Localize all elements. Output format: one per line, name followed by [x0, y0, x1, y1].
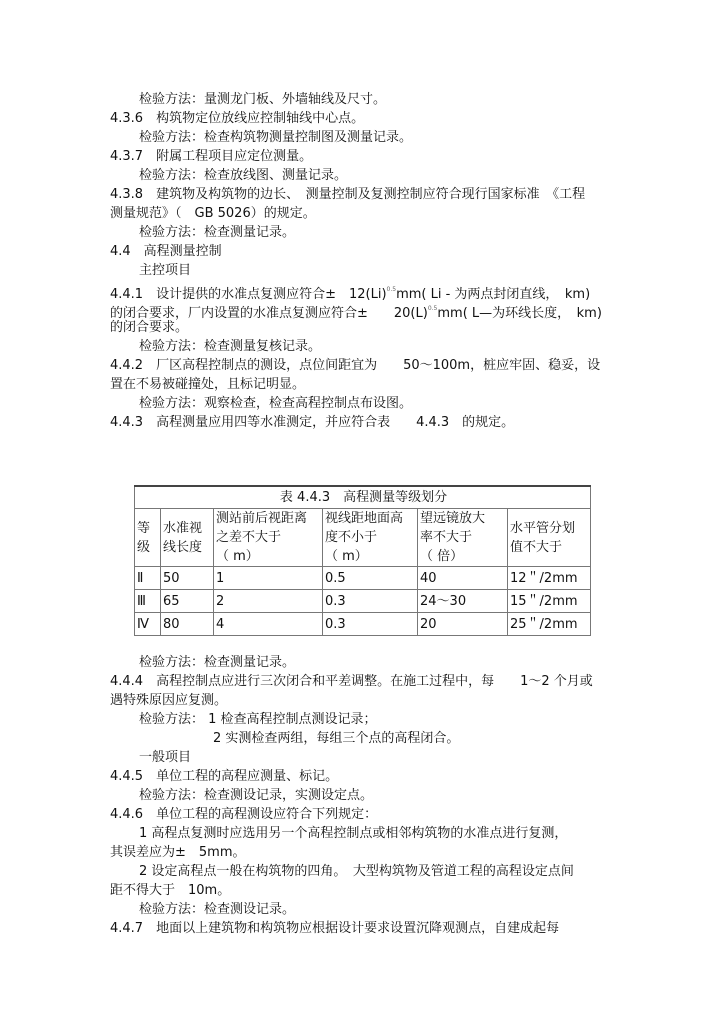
clause-4-4-5: 4.4.5 单位工程的高程应测量、标记。: [110, 769, 339, 784]
header-line: （ m）: [325, 549, 368, 564]
table-row: [135, 613, 591, 636]
clause-text: mm( L—为环线长度， km): [437, 306, 602, 321]
text-line: 测量规范》（ GB 5026）的规定。: [110, 206, 316, 221]
header-line: 测站前后视距离: [216, 511, 308, 526]
clause-4-4-2: 4.4.2 厂区高程控制点的测设，点位间距宜为 50～100m，桩应牢固、稳妥，设: [110, 358, 601, 373]
text-line: 2 实测检查两组，每组三个点的高程闭合。: [213, 731, 460, 746]
header-line: 水平管分划: [510, 520, 576, 536]
table-cell: 40: [418, 567, 508, 590]
header-cell: [323, 509, 418, 567]
table-cell: Ⅳ: [135, 613, 161, 636]
clause-4-3-8: 4.3.8 建筑物及构筑物的边长、 测量控制及复测控制应符合现行国家标准 《工程: [110, 187, 586, 202]
header-cell: [508, 509, 591, 567]
text-line: 检验方法：检查测量记录。: [139, 655, 296, 670]
table-cell: 80: [161, 613, 214, 636]
table-cell: Ⅱ: [135, 567, 161, 590]
exponent: 0.5: [427, 305, 438, 312]
clause-4-4-6: 4.4.6 单位工程的高程测设应符合下列规定：: [110, 807, 378, 822]
clause-4-3-6: 4.3.6 构筑物定位放线应控制轴线中心点。: [110, 111, 365, 126]
table-cell: 15＂/2mm: [508, 590, 591, 613]
text-line: 检验方法：检查测量记录。: [139, 225, 296, 240]
text-line: 检验方法：量测龙门板、外墙轴线及尺寸。: [139, 92, 387, 107]
table-cell: 1: [214, 567, 323, 590]
header-line: 级: [137, 539, 151, 555]
clause-text: 4.4.1 设计提供的水准点复测应符合± 12(Li): [110, 287, 387, 302]
header-line: 率不大于: [420, 530, 473, 545]
table-caption: 表 4.4.3 高程测量等级划分: [135, 486, 591, 509]
clause-text: 的闭合要求，厂内设置的水准点复测应符合± 20(L): [110, 306, 428, 321]
header-cell: [418, 509, 508, 567]
table-header-row: [135, 509, 591, 567]
clause-text: mm( Li - 为两点封闭直线， km): [396, 287, 591, 302]
table-cell: Ⅲ: [135, 590, 161, 613]
text-line: 置在不易被碰撞处，且标记明显。: [110, 377, 306, 392]
text-line: 检验方法：检查放线图、测量记录。: [139, 168, 348, 183]
text-line: 检验方法：检查测设记录。: [139, 902, 296, 917]
table-cell: 0.3: [323, 613, 418, 636]
table-cell: 0.3: [323, 590, 418, 613]
clause-4-4-4: 4.4.4 高程控制点应进行三次闭合和平差调整。在施工过程中，每 1～2 个月或: [110, 674, 593, 689]
text-line: 检验方法：检查构筑物测量控制图及测量记录。: [139, 130, 413, 145]
table-cell: 20: [418, 613, 508, 636]
header-line: 值不大于: [510, 539, 563, 555]
text-line: 1 高程点复测时应选用另一个高程控制点或相邻构筑物的水准点进行复测，: [139, 826, 568, 841]
clause-4-3-7: 4.3.7 附属工程项目应定位测量。: [110, 149, 313, 164]
header-cell: [214, 509, 323, 567]
header-line: 线长度: [163, 539, 203, 555]
text-line: 检验方法： 1 检查高程控制点测设记录；: [139, 712, 377, 727]
header-line: 水准视: [163, 520, 203, 536]
table-cell: 4: [214, 613, 323, 636]
table-row: [135, 567, 591, 590]
text-line: 遇特殊原因应复测。: [110, 693, 228, 708]
text-line: 2 设定高程点一般在构筑物的四角。 大型构筑物及管道工程的高程设定点间: [139, 864, 574, 879]
table-row: [135, 590, 591, 613]
subheading: 一般项目: [139, 750, 192, 765]
text-line: 检验方法：观察检查，检查高程控制点布设图。: [139, 396, 413, 411]
clause-4-4-3: 4.4.3 高程测量应用四等水准测定，并应符合表 4.4.3 的规定。: [110, 415, 515, 430]
table-cell: 65: [161, 590, 214, 613]
text-line: 距不得大于 10m。: [110, 883, 231, 898]
table: [134, 485, 591, 636]
table-cell: 24～30: [418, 590, 508, 613]
header-line: 之差不大于: [216, 530, 282, 545]
section-heading: 4.4 高程测量控制: [110, 244, 222, 259]
clause-4-4-7: 4.4.7 地面以上建筑物和构筑物应根据设计要求设置沉降观测点，自建成起每: [110, 921, 560, 936]
header-cell: [161, 509, 214, 567]
text-line: 其误差应为± 5mm。: [110, 845, 246, 860]
text-line: 检验方法：检查测设记录，实测设定点。: [139, 788, 374, 803]
text-line: 的闭合要求。: [110, 320, 189, 335]
table-cell: 2: [214, 590, 323, 613]
table-cell: 0.5: [323, 567, 418, 590]
header-line: 等: [137, 520, 151, 536]
header-line: （ 倍）: [420, 549, 464, 564]
header-cell: [135, 509, 161, 567]
header-line: 度不小于: [325, 530, 378, 545]
table-cell: 12＂/2mm: [508, 567, 591, 590]
header-line: 视线距地面高: [325, 511, 404, 526]
subheading: 主控项目: [139, 263, 192, 278]
header-line: 望远镜放大: [420, 511, 486, 526]
table-cell: 25＂/2mm: [508, 613, 591, 636]
elevation-survey-table: [134, 485, 590, 635]
text-line: 检验方法：检查测量复核记录。: [139, 339, 322, 354]
table-cell: 50: [161, 567, 214, 590]
header-line: （ m）: [216, 549, 259, 564]
exponent: 0.5: [386, 286, 397, 293]
